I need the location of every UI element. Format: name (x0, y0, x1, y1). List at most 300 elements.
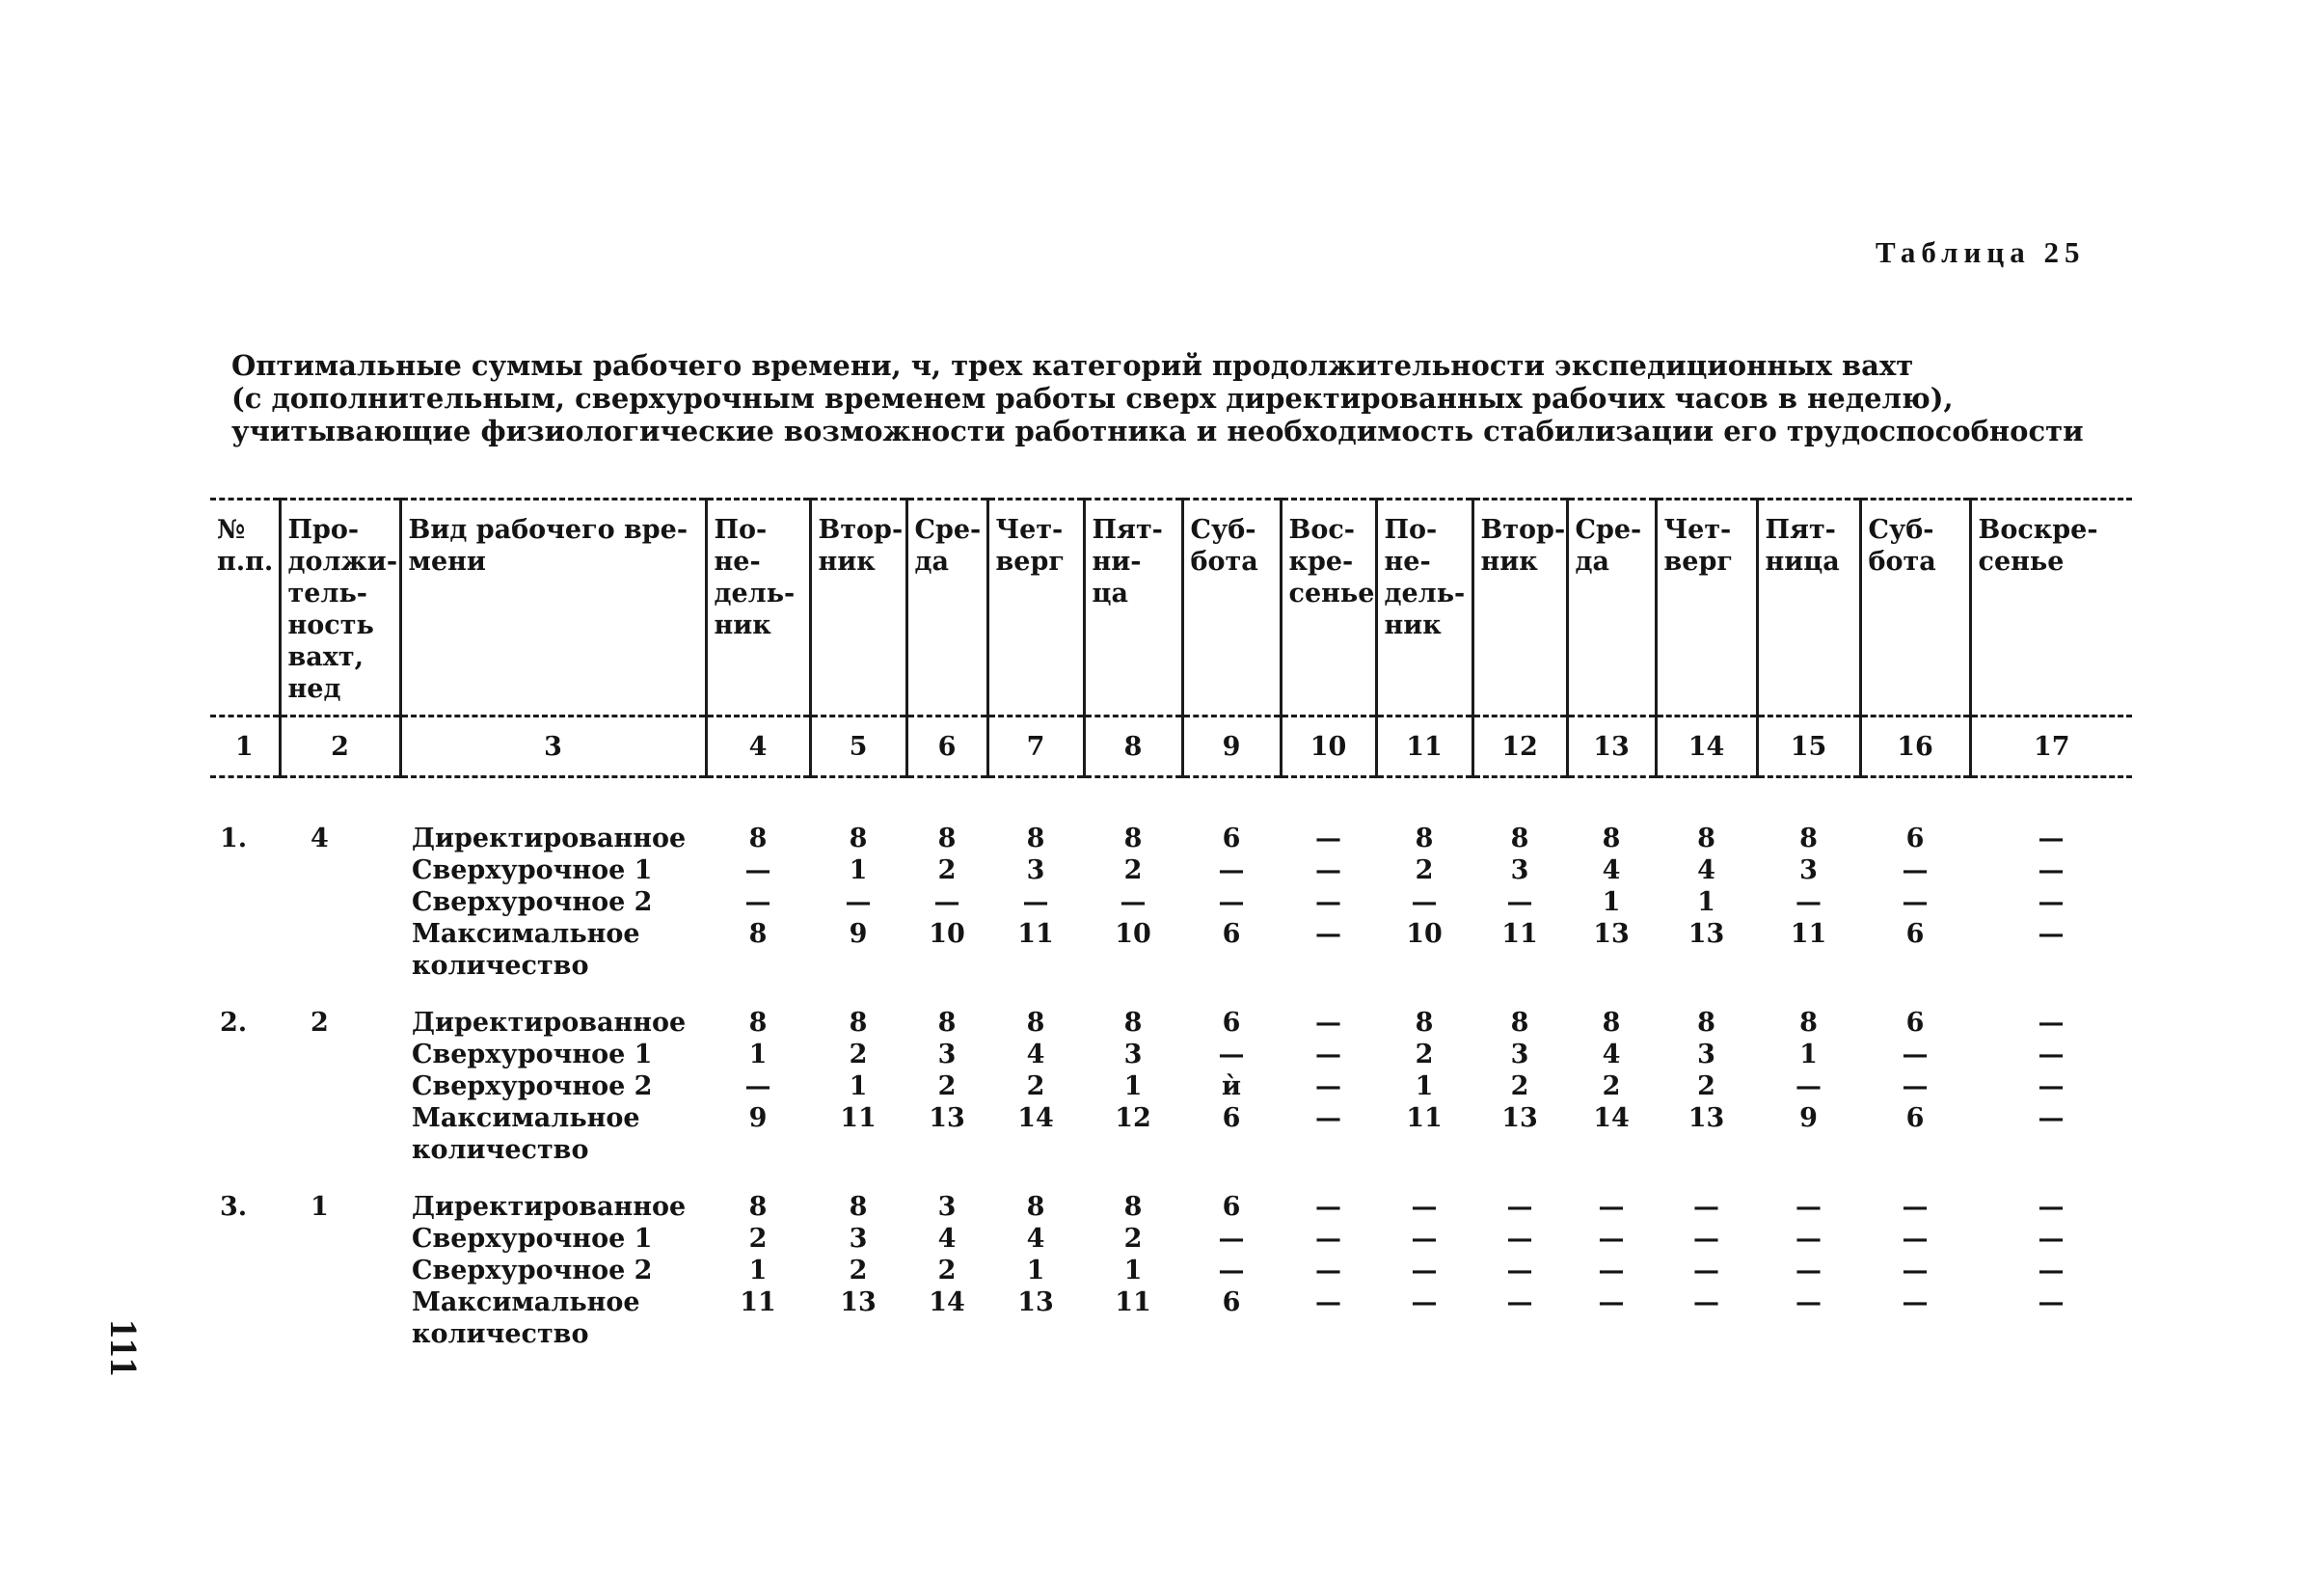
shift-duration: 4 (310, 824, 329, 853)
value-cell: 1 (1123, 1256, 1143, 1285)
column-number: 8 (1084, 717, 1182, 777)
shift-duration: 2 (310, 1008, 329, 1038)
value-cell: 8 (849, 824, 868, 853)
work-time-kind: Максимальное (412, 1287, 640, 1317)
value-cell: 14 (1593, 1103, 1630, 1133)
value-cell: — (2038, 1071, 2065, 1101)
value-cell (1970, 950, 2132, 982)
value-cell: 2 (849, 1040, 868, 1069)
work-time-kind: Сверхурочное 1 (412, 855, 653, 885)
value-cell: — (1411, 1192, 1438, 1222)
value-cell: 8 (1510, 824, 1529, 853)
value-cell: 8 (1026, 1008, 1045, 1038)
header-cell (210, 500, 280, 717)
value-cell: 8 (1415, 824, 1434, 853)
header-line: ни- (1092, 547, 1142, 577)
header-line: Пят- (1092, 515, 1163, 545)
value-cell: — (1120, 887, 1147, 917)
value-cell: 13 (1501, 1103, 1538, 1133)
header-line: не- (1384, 547, 1431, 577)
value-cell: 2 (1123, 855, 1143, 885)
value-cell: 4 (937, 1224, 957, 1254)
column-number: 5 (810, 717, 906, 777)
value-cell: — (1902, 1287, 1929, 1317)
header-line: дель- (1384, 579, 1466, 609)
value-cell: — (2038, 1256, 2065, 1285)
value-cell: — (1506, 887, 1533, 917)
value-cell (1860, 1318, 1970, 1350)
value-cell (810, 950, 906, 982)
header-line: Вид рабочего вре- (408, 515, 688, 545)
column-number: 15 (1757, 717, 1860, 777)
value-cell: 6 (1222, 824, 1241, 853)
header-cell (1182, 500, 1281, 717)
value-cell (810, 1134, 906, 1166)
work-time-kind: количество (412, 951, 589, 981)
row-number (210, 1318, 280, 1350)
shift-duration: 1 (310, 1192, 329, 1222)
row-number (210, 950, 280, 982)
value-cell (906, 1134, 987, 1166)
value-cell: 6 (1905, 1103, 1925, 1133)
value-cell (1567, 1134, 1656, 1166)
column-number: 4 (706, 717, 810, 777)
shift-duration (280, 1223, 400, 1255)
value-cell: 6 (1222, 1192, 1241, 1222)
value-cell: 8 (1026, 824, 1045, 853)
value-cell (1472, 1134, 1567, 1166)
value-cell: 1 (1602, 887, 1621, 917)
value-cell: — (2038, 1008, 2065, 1038)
row-number (210, 1102, 280, 1134)
value-cell: ѝ (1221, 1071, 1242, 1101)
value-cell: 13 (929, 1103, 965, 1133)
column-number: 10 (1281, 717, 1376, 777)
value-cell (810, 1318, 906, 1350)
value-cell: — (2038, 1103, 2065, 1133)
header-line: верг (1663, 547, 1733, 577)
value-cell: — (1598, 1256, 1625, 1285)
value-cell: 2 (1123, 1224, 1143, 1254)
value-cell: 6 (1222, 919, 1241, 949)
table-row (210, 1102, 2132, 1134)
header-line: вахт, (287, 642, 364, 672)
value-cell: — (1315, 824, 1341, 853)
row-number (210, 854, 280, 886)
value-cell: — (933, 887, 960, 917)
value-cell: 9 (1799, 1103, 1818, 1133)
value-cell: 2 (748, 1224, 768, 1254)
value-cell (1567, 950, 1656, 982)
header-line: Суб- (1868, 515, 1934, 545)
value-cell (1567, 1318, 1656, 1350)
value-cell: 1 (849, 855, 868, 885)
value-cell: 1 (1799, 1040, 1818, 1069)
value-cell: — (1693, 1287, 1719, 1317)
shift-duration (280, 1102, 400, 1134)
value-cell: 1 (1697, 887, 1715, 917)
table-row (210, 886, 2132, 918)
header-line: ца (1092, 579, 1128, 609)
header-line: сенье (1288, 579, 1375, 609)
value-cell: — (1902, 1192, 1929, 1222)
value-cell: 6 (1222, 1287, 1241, 1317)
value-cell: 8 (1415, 1008, 1434, 1038)
header-cell (1567, 500, 1656, 717)
table-label: Таблица 25 (1876, 235, 2086, 269)
value-cell: 11 (1790, 919, 1827, 949)
value-cell: 1 (1123, 1071, 1143, 1101)
value-cell (1472, 950, 1567, 982)
value-cell: — (1796, 1256, 1822, 1285)
value-cell: — (1218, 1040, 1245, 1069)
header-line: сенье (1978, 547, 2065, 577)
value-cell: — (1506, 1224, 1533, 1254)
value-cell: 6 (1222, 1008, 1241, 1038)
shift-duration (280, 1070, 400, 1102)
value-cell (1182, 950, 1281, 982)
value-cell: — (1315, 887, 1341, 917)
value-cell: — (1796, 1192, 1822, 1222)
column-number: 16 (1860, 717, 1970, 777)
value-cell: 8 (1123, 824, 1143, 853)
value-cell: 3 (937, 1040, 957, 1069)
header-line: Втор- (818, 515, 904, 545)
value-cell (906, 1318, 987, 1350)
row-number (210, 1223, 280, 1255)
value-cell: 1 (849, 1071, 868, 1101)
header-cell (1376, 500, 1472, 717)
page-number: 111 (102, 1319, 146, 1379)
header-line: Вос- (1288, 515, 1355, 545)
table-row (210, 1134, 2132, 1166)
value-cell: 1 (748, 1040, 768, 1069)
value-cell (1376, 950, 1472, 982)
value-cell: 9 (748, 1103, 768, 1133)
title-line: Оптимальные суммы рабочего времени, ч, трех категорий продолжительности экспедиционных вахт (231, 349, 1914, 382)
value-cell: 12 (1115, 1103, 1151, 1133)
header-line: бота (1190, 547, 1258, 577)
value-cell: — (1315, 1040, 1341, 1069)
value-cell (1970, 1134, 2132, 1166)
title-line: учитывающие физиологические возможности работника и необходимость стабилизации его трудоспособности (231, 415, 2084, 447)
work-time-kind: Директированное (412, 1192, 687, 1222)
spacer-cell (210, 777, 2132, 824)
header-line: да (1575, 547, 1609, 577)
value-cell: — (744, 887, 771, 917)
shift-duration (280, 950, 400, 982)
header-line: По- (714, 515, 768, 545)
value-cell (706, 1318, 810, 1350)
shift-duration (280, 854, 400, 886)
value-cell: 8 (748, 824, 768, 853)
spacer-row (210, 982, 2132, 1007)
header-line: ность (287, 610, 374, 640)
header-line: мени (408, 547, 486, 577)
header-line: ник (1480, 547, 1538, 577)
value-cell: 8 (937, 1008, 957, 1038)
value-cell (987, 950, 1084, 982)
work-time-kind: Сверхурочное 2 (412, 887, 653, 917)
value-cell: 3 (937, 1192, 957, 1222)
header-line: ница (1765, 547, 1840, 577)
header-line: кре- (1288, 547, 1354, 577)
table-row (210, 1007, 2132, 1039)
value-cell: — (1902, 1224, 1929, 1254)
value-cell: — (2038, 824, 2065, 853)
row-number (210, 1039, 280, 1070)
shift-duration (280, 1286, 400, 1318)
value-cell: — (1411, 1224, 1438, 1254)
value-cell: — (1315, 1224, 1341, 1254)
value-cell: 1 (748, 1256, 768, 1285)
row-number: 2. (220, 1008, 248, 1038)
row-number: 3. (220, 1192, 248, 1222)
value-cell: 3 (1123, 1040, 1143, 1069)
header-cell (1281, 500, 1376, 717)
value-cell: 10 (1115, 919, 1151, 949)
value-cell: — (2038, 1040, 2065, 1069)
shift-duration (280, 918, 400, 950)
value-cell: 3 (1510, 1040, 1529, 1069)
value-cell: — (1315, 1071, 1341, 1101)
value-cell (706, 950, 810, 982)
value-cell: — (1693, 1256, 1719, 1285)
header-line: По- (1384, 515, 1438, 545)
value-cell: — (1796, 1224, 1822, 1254)
value-cell: 2 (1697, 1071, 1715, 1101)
shift-duration (280, 886, 400, 918)
value-cell: — (1315, 1256, 1341, 1285)
value-cell (1757, 950, 1860, 982)
value-cell: 2 (1026, 1071, 1045, 1101)
value-cell (1757, 1318, 1860, 1350)
value-cell: 6 (1905, 919, 1925, 949)
value-cell: 6 (1222, 1103, 1241, 1133)
value-cell (1084, 950, 1182, 982)
spacer-cell (210, 1166, 2132, 1191)
work-time-kind: Директированное (412, 824, 687, 853)
value-cell: 11 (840, 1103, 877, 1133)
value-cell: 11 (1017, 919, 1054, 949)
value-cell: 3 (849, 1224, 868, 1254)
header-line: Втор- (1480, 515, 1566, 545)
work-time-kind: Сверхурочное 2 (412, 1256, 653, 1285)
value-cell: 13 (1593, 919, 1630, 949)
value-cell: — (2038, 887, 2065, 917)
value-cell: 14 (929, 1287, 965, 1317)
work-time-table (210, 498, 2132, 1350)
table-row (210, 1223, 2132, 1255)
value-cell: 8 (849, 1008, 868, 1038)
value-cell (1281, 1318, 1376, 1350)
value-cell: 3 (1799, 855, 1818, 885)
value-cell: 13 (1688, 1103, 1725, 1133)
table-row (210, 950, 2132, 982)
value-cell: — (1218, 1224, 1245, 1254)
header-cell (1970, 500, 2132, 717)
shift-duration (280, 1255, 400, 1286)
value-cell (906, 950, 987, 982)
header-cell (1656, 500, 1757, 717)
table-row (210, 1318, 2132, 1350)
value-cell (1860, 1134, 1970, 1166)
header-line: Воскре- (1978, 515, 2098, 545)
value-cell: 8 (748, 1192, 768, 1222)
value-cell: — (1796, 887, 1822, 917)
value-cell: — (1693, 1192, 1719, 1222)
header-cell (1084, 500, 1182, 717)
header-cell (1757, 500, 1860, 717)
shift-duration (280, 1318, 400, 1350)
header-line: Чет- (995, 515, 1064, 545)
value-cell: 13 (1688, 919, 1725, 949)
header-line: нед (287, 674, 341, 704)
header-line: № (217, 515, 246, 545)
value-cell: 8 (748, 1008, 768, 1038)
value-cell: — (1315, 855, 1341, 885)
value-cell: 3 (1510, 855, 1529, 885)
header-cell (280, 500, 400, 717)
header-row (210, 500, 2132, 717)
header-line: ник (818, 547, 876, 577)
value-cell (706, 1134, 810, 1166)
table-row (210, 1191, 2132, 1223)
value-cell: 10 (929, 919, 965, 949)
value-cell: 9 (849, 919, 868, 949)
value-cell: 11 (740, 1287, 776, 1317)
value-cell: 1 (1415, 1071, 1434, 1101)
value-cell (1376, 1318, 1472, 1350)
work-time-kind: Максимальное (412, 1103, 640, 1133)
header-line: ник (714, 610, 771, 640)
value-cell: 6 (1905, 1008, 1925, 1038)
work-time-kind: количество (412, 1319, 589, 1349)
value-cell: — (1315, 1287, 1341, 1317)
header-line: Суб- (1190, 515, 1256, 545)
value-cell: — (1315, 1192, 1341, 1222)
spacer-row (210, 1166, 2132, 1191)
column-number: 1 (210, 717, 280, 777)
value-cell (1656, 1318, 1757, 1350)
value-cell: 10 (1406, 919, 1443, 949)
value-cell: 2 (937, 1071, 957, 1101)
value-cell: — (1796, 1071, 1822, 1101)
header-cell (400, 500, 706, 717)
value-cell: 14 (1017, 1103, 1054, 1133)
value-cell (1656, 1134, 1757, 1166)
value-cell: — (1693, 1224, 1719, 1254)
value-cell: 2 (937, 855, 957, 885)
value-cell: 11 (1406, 1103, 1443, 1133)
value-cell: — (744, 1071, 771, 1101)
value-cell: — (1902, 887, 1929, 917)
value-cell: 4 (1697, 855, 1715, 885)
table-row (210, 1286, 2132, 1318)
row-number (210, 886, 280, 918)
value-cell: 4 (1026, 1224, 1045, 1254)
value-cell: — (2038, 855, 2065, 885)
column-number: 13 (1567, 717, 1656, 777)
value-cell (1182, 1318, 1281, 1350)
value-cell: — (1598, 1192, 1625, 1222)
value-cell: 11 (1115, 1287, 1151, 1317)
header-line: ник (1384, 610, 1442, 640)
work-time-kind: Максимальное (412, 919, 640, 949)
value-cell: — (1218, 887, 1245, 917)
header-line: тель- (287, 579, 367, 609)
column-number: 2 (280, 717, 400, 777)
column-number-row (210, 717, 2132, 777)
table-row (210, 1255, 2132, 1286)
work-time-kind: Сверхурочное 2 (412, 1071, 653, 1101)
header-line: Чет- (1663, 515, 1732, 545)
header-line: п.п. (217, 547, 274, 577)
value-cell: 1 (1026, 1256, 1045, 1285)
table-row (210, 823, 2132, 854)
header-cell (706, 500, 810, 717)
value-cell: 8 (748, 919, 768, 949)
value-cell (1472, 1318, 1567, 1350)
value-cell (987, 1134, 1084, 1166)
header-cell (906, 500, 987, 717)
value-cell: 8 (1602, 1008, 1621, 1038)
value-cell: 4 (1602, 855, 1621, 885)
value-cell: — (1506, 1256, 1533, 1285)
value-cell: 13 (1017, 1287, 1054, 1317)
header-line: бота (1868, 547, 1936, 577)
value-cell: — (2038, 1192, 2065, 1222)
table-title (231, 349, 2084, 447)
value-cell: 8 (1510, 1008, 1529, 1038)
value-cell: — (2038, 1224, 2065, 1254)
column-number: 7 (987, 717, 1084, 777)
spacer-cell (210, 982, 2132, 1007)
value-cell: — (1902, 1071, 1929, 1101)
header-cell (1860, 500, 1970, 717)
value-cell: — (1796, 1287, 1822, 1317)
value-cell: — (1315, 1008, 1341, 1038)
row-number (210, 1255, 280, 1286)
value-cell: 2 (1510, 1071, 1529, 1101)
value-cell: — (1902, 1040, 1929, 1069)
header-line: да (914, 547, 949, 577)
spacer-row (210, 777, 2132, 824)
value-cell: 2 (1415, 1040, 1434, 1069)
header-line: верг (995, 547, 1065, 577)
value-cell: 8 (1799, 1008, 1818, 1038)
column-number: 17 (1970, 717, 2132, 777)
table-row (210, 918, 2132, 950)
column-number: 9 (1182, 717, 1281, 777)
row-number (210, 918, 280, 950)
shift-duration (280, 1039, 400, 1070)
header-line: не- (714, 547, 761, 577)
value-cell (1757, 1134, 1860, 1166)
value-cell: — (1411, 887, 1438, 917)
work-time-kind: Сверхурочное 1 (412, 1040, 653, 1069)
value-cell: — (744, 855, 771, 885)
value-cell (1376, 1134, 1472, 1166)
shift-duration (280, 1134, 400, 1166)
header-line: Пят- (1765, 515, 1836, 545)
value-cell: 3 (1697, 1040, 1715, 1069)
value-cell (1970, 1318, 2132, 1350)
value-cell: — (1598, 1287, 1625, 1317)
value-cell: 2 (1415, 855, 1434, 885)
value-cell: 2 (1602, 1071, 1621, 1101)
value-cell: 8 (1123, 1192, 1143, 1222)
